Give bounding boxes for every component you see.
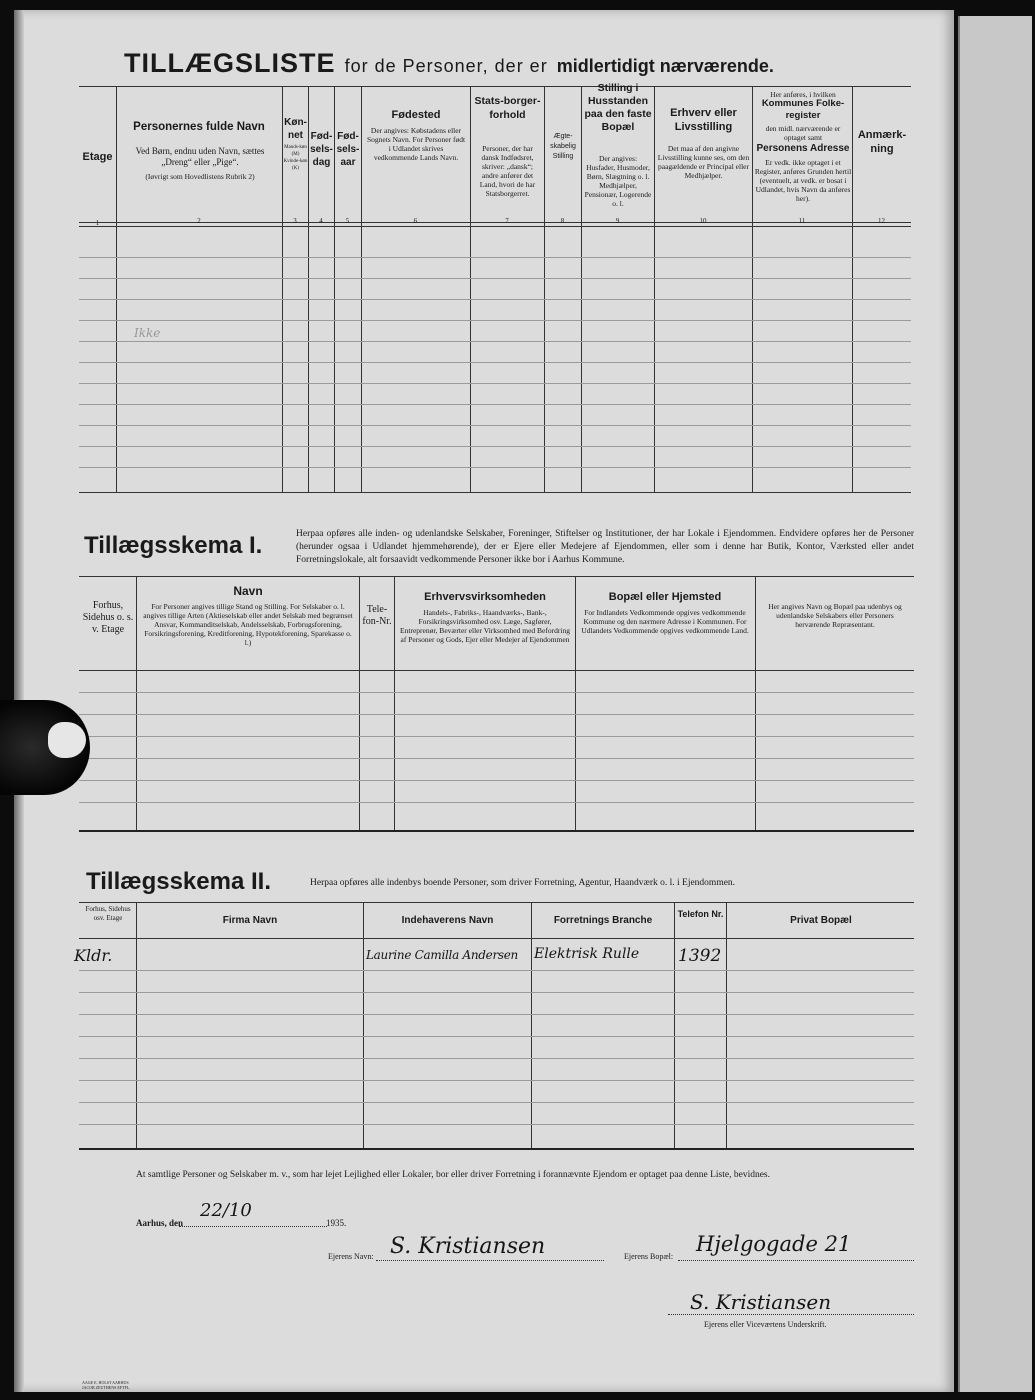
col-no-8: 8 [560, 217, 565, 225]
date-handwritten: 22/10 [200, 1200, 252, 1221]
col-no-10: 10 [699, 217, 707, 225]
s2-col-erhverv-header: Erhvervsvirksomheden [424, 591, 546, 603]
row-telefon: 1392 [678, 946, 722, 966]
tillaegsskema-2-intro: Herpaa opføres alle indenbys boende Personer, som driver Forretning, Agentur, Haandværk o. l. i Ejendommen. [310, 878, 736, 888]
row-branche: Elektrisk Rulle [534, 946, 640, 962]
col-foedested-header: Fødested [391, 109, 441, 121]
col-no-9: 9 [615, 217, 620, 225]
col-foedested-sub: Der angives: Købstadens eller Sognets Navn. For Personer født i Udlandet skrives vedkommende Lands Navn. [366, 126, 466, 162]
thumbnail-highlight [48, 722, 86, 758]
year-text: 1935. [326, 1218, 347, 1228]
title-bold: TILLÆGSLISTE [124, 48, 336, 78]
s2-col-etage-header: Forhus, Sidehus o. s. v. Etage [82, 600, 134, 635]
col-name-sub: Ved Børn, endnu uden Navn, sættes „Dreng“ eller „Pige“. [135, 146, 265, 167]
col-no-6: 6 [413, 217, 418, 225]
col-register-pre: Her anføres, i hvilken [770, 90, 836, 99]
faint-entry-name: Ikke [134, 326, 161, 340]
col-stilling-header: Stilling i Husstanden paa den faste Bopæl [584, 82, 652, 133]
col-register-header2: Personens Adresse [756, 143, 850, 154]
s2-col-repraesentant-sub: Her angives Navn og Bopæl paa udenbys og udenlandske Selskabers eller Personers herværende Repræsentant. [768, 602, 902, 629]
tillaegsskema-2-title: Tillægsskema II. [86, 868, 271, 895]
tillaegsskema-1-title: Tillægsskema I. [84, 532, 263, 559]
col-no-4: 4 [319, 217, 323, 225]
tillaegsliste-title [124, 48, 924, 79]
col-register-mid: den midl. nærværende er optaget samt [765, 124, 841, 142]
col-no-11: 11 [798, 217, 806, 225]
col-erhverv-sub: Det maa af den angivne Livsstilling kunne ses, om den paagældende er Principal eller Medhjælper. [657, 144, 750, 180]
col-statsborger-sub: Personer, der har dansk Indfødsret, skriver: „dansk“; andre anfører det Land, hvori de har Statsborgerret. [479, 144, 536, 198]
s2-col-bopael-header: Bopæl eller Hjemsted [608, 591, 722, 603]
certification-text: At samtlige Personer og Selskaber m. v., som har lejet Lejlighed eller Lokaler, bor eller driver Forretning i forannævnte Ejendom er optaget paa denne Liste, bevidnes. [136, 1170, 770, 1180]
col-foedselsaar-header: Fød-sels-aar [336, 131, 360, 168]
col-name-header: Personernes fulde Navn [133, 121, 265, 133]
s3-col-bopael-header: Privat Bopæl [790, 915, 852, 926]
col-register-sub: Er vedk. ikke optaget i et Register, anføres Grunden hertil (eventuelt, at vedk. er bosat i Udlandet, hvis Navn da anføres her). [754, 158, 852, 203]
col-no-7: 7 [505, 217, 509, 225]
signature-label: Ejerens eller Viceværtens Underskrift. [704, 1320, 827, 1329]
s2-col-bopael-sub: For Indlandets Vedkommende opgives vedkommende Kommune og den nærmere Adresse i Kommunen. For Udlandets Vedkommende opgives vedkommende Land. [581, 608, 749, 635]
tillaegsskema-1-intro: Herpaa opføres alle inden- og udenlandske Selskaber, Foreninger, Stiftelser og Institutioner, der har Lokale i Ejendommen. Endvidere opføres her de Personer (herunder ogsaa i Udlandet hjemmehørende), der er Ejere eller Medejere af Ejendommen, eller som i denne har Butik, Kontor, Værksted eller andet Forretningslokale, alt forsaavidt vedkommende Personer ikke bor i Aarhus Kommune. [296, 529, 914, 565]
s2-col-navn-header: Navn [233, 584, 263, 598]
row-etage: Kldr. [74, 946, 113, 965]
title-mid: for de Personer, der er [344, 56, 548, 76]
col-no-2: 2 [197, 217, 201, 225]
s3-col-telefon-header: Telefon Nr. [677, 909, 724, 919]
col-no-5: 5 [345, 217, 350, 225]
printer-imprint: AAGE E. HOLST AARHUS JACOB ZEUTHENS EFTFL. [82, 1380, 131, 1390]
col-no-3: 3 [293, 217, 297, 225]
col-etage-header: Etage [82, 151, 113, 163]
s3-col-branche-header: Forretnings Branche [553, 915, 653, 926]
owner-address-handwritten: Hjelgogade 21 [696, 1232, 852, 1256]
owner-name-label: Ejerens Navn: [328, 1252, 374, 1261]
s2-col-navn-sub: For Personer angives tillige Stand og Stilling. For Selskaber o. l. angives tillige Arten (Aktieselskab eller andet Selskab med begrænset Ansvar, Kommanditselskab, Andelsselskab, Forbrugsforening, Forsikringsforening, Kreditforening, Hypotekforening, Sparekasse o. l.) [143, 602, 353, 647]
col-erhverv-header: Erhverv eller Livsstilling [670, 107, 737, 133]
s2-col-erhverv-sub: Handels-, Fabriks-, Haandværks-, Bank-, Forsikringsvirksomhed osv. Læge, Sagfører, Entreprenør, Beværter eller Virksomhed med Befordring af Personer og Gods, Ejer eller Medejer af Ejendommen [400, 608, 570, 644]
col-name-sub2: (Iøvrigt som Hovedlistens Rubrik 2) [145, 172, 255, 181]
col-stilling-sub: Der angives: Husfader, Husmoder, Børn, Slægtning o. l. Medhjælper, Pensionær, Logerende o. l. [584, 154, 652, 208]
row-indehaver: Laurine Camilla Andersen [366, 948, 518, 962]
s2-col-telefon-header: Tele-fon-Nr. [362, 604, 392, 627]
owner-address-label: Ejerens Bopæl: [624, 1252, 674, 1261]
owner-name-handwritten: S. Kristiansen [390, 1234, 546, 1259]
col-foedselsdag-header: Fød-sels-dag [310, 131, 333, 168]
col-aegteskab-header: Ægte-skabelig Stilling [550, 133, 576, 160]
next-page-edge [958, 16, 1032, 1392]
col-anmaerkning-header: Anmærk-ning [857, 129, 907, 155]
col-koennet-header: Køn-net [284, 117, 307, 141]
s3-col-firma-header: Firma Navn [222, 915, 278, 926]
col-no-12: 12 [878, 217, 885, 225]
s3-col-etage-header: Forhus, Sidehus osv. Etage [85, 905, 131, 922]
col-koennet-sub: Mands-køn (M) Kvinde-køn (K) [283, 145, 308, 171]
col-no-1: 1 [95, 219, 100, 227]
signature-handwritten: S. Kristiansen [690, 1290, 832, 1314]
place-label: Aarhus, den [136, 1218, 184, 1228]
census-form-page [14, 10, 954, 1392]
col-statsborger-header: Stats-borger-forhold [474, 95, 541, 121]
col-register-header: Kommunes Folke-register [761, 98, 845, 121]
title-end: midlertidigt nærværende. [556, 56, 774, 76]
s3-col-indehaver-header: Indehaverens Navn [401, 915, 494, 926]
